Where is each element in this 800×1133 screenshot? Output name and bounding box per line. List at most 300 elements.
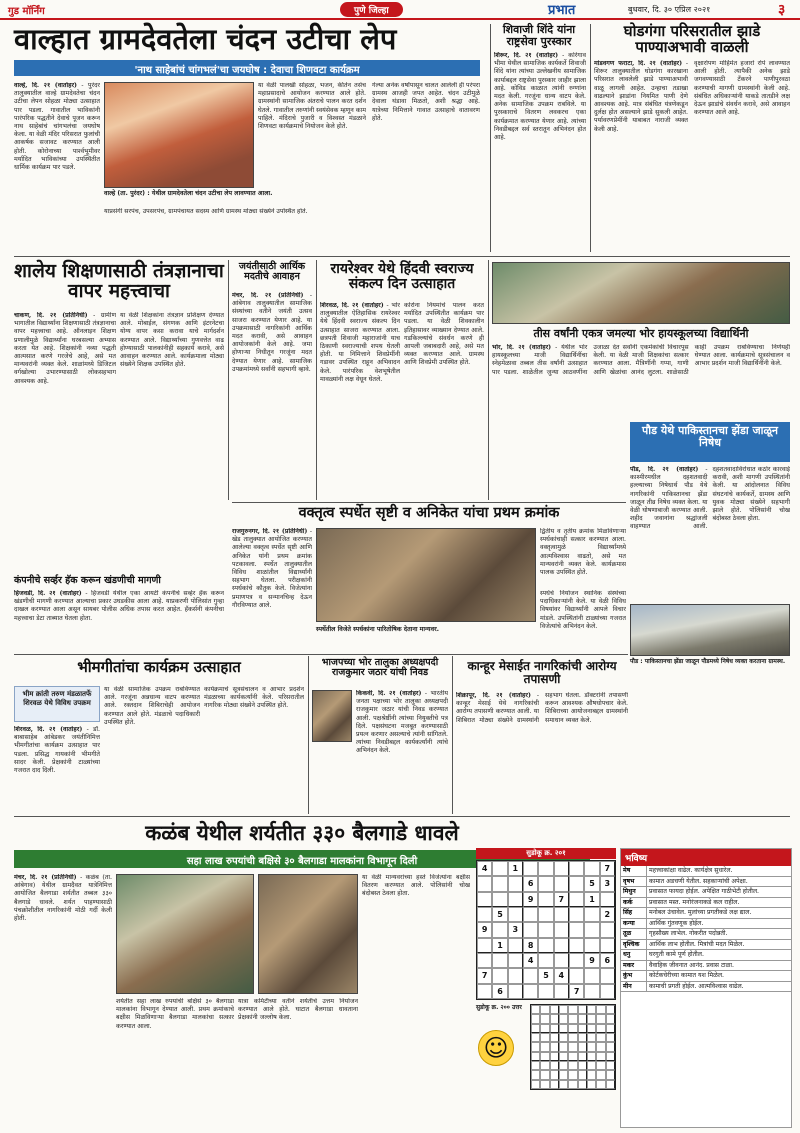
sudoku-cell: [477, 907, 492, 922]
art14-photo-1: [116, 874, 254, 994]
art13-headline: कान्हूर मेसाईत नागरिकांची आरोग्य तपासणी: [467, 659, 617, 686]
sudoku-cell: 4: [523, 953, 538, 968]
art12-photo: [312, 690, 352, 742]
art7-headline: तीस वर्षांनी एकत्र जमल्या भोर हायस्कूलच्या विद्यार्थिनी: [533, 327, 749, 340]
sudoku-cell: [587, 1061, 596, 1070]
sudoku-cell: [550, 1005, 559, 1014]
bhavishya-row: [621, 908, 791, 919]
sudoku-cell: [568, 1080, 577, 1089]
art9-dateline: राजगुरुनगर, दि. २१ (प्रतिनिधी): [232, 528, 308, 535]
bhavishya-sign: कर्क: [621, 898, 647, 908]
art9-photo-caption: स्पर्धेतील विजेते स्पर्धकांना पारितोषिक देताना मान्यवर.: [316, 626, 440, 633]
sudoku-cell: [606, 1005, 615, 1014]
sudoku-cell: [508, 953, 523, 968]
sudoku-cell: [531, 1070, 540, 1079]
masthead: [0, 0, 800, 20]
sudoku-cell: 5: [584, 876, 599, 891]
art10-body: [14, 590, 224, 650]
sudoku-cell: [492, 876, 507, 891]
bhavishya-text: कामाची प्रगती होईल. आत्मविश्वास वाढेल.: [649, 982, 744, 990]
sudoku-cell: [538, 907, 553, 922]
sudoku-cell: [569, 876, 584, 891]
sudoku-cell: 7: [569, 984, 584, 999]
art14-headline: कळंब येथील शर्यतीत ३३० बैलगाडे धावले: [145, 821, 459, 845]
sudoku-cell: [568, 1042, 577, 1051]
sudoku-cell: [550, 1061, 559, 1070]
divider: [14, 256, 790, 257]
art2-dateline: शिरूर, दि. २१ (वार्ताहर): [494, 52, 559, 59]
art6-col1: [320, 302, 400, 500]
art9-col1: [232, 528, 312, 648]
sudoku-cell: [508, 876, 523, 891]
bhavishya-row: [621, 919, 791, 930]
sudoku-cell: [554, 907, 569, 922]
sudoku-cell: [492, 922, 507, 937]
sudoku-cell: [559, 1042, 568, 1051]
sudoku-cell: [606, 1033, 615, 1042]
sudoku-cell: 7: [477, 968, 492, 983]
art6-col2: कोरोना नियमांचे पालन करत मर्यादित उपस्थितीत कार्यक्रम पार पडला. या वेळी शिवकालीन इतिहासावर व्याख्यान देण्यात आले. गडकिल्ल्यांचे संवर्धन करणे ही आपली जबाबदारी आहे, असे मत व्यक्त करण्यात आले. ग्रामस्थ आणि शिवप्रेमी उपस्थित होते.: [404, 302, 484, 367]
sudoku-cell: [538, 938, 553, 953]
art3-dateline: मांडवगण फराटा, दि. २१ (वार्ताहर): [594, 60, 683, 67]
sudoku-cell: [578, 1080, 587, 1089]
sudoku-cell: [569, 938, 584, 953]
bhavishya-box: [620, 848, 792, 1128]
sudoku-cell: [568, 1052, 577, 1061]
sudoku-cell: [568, 1070, 577, 1079]
sudoku-cell: [584, 861, 599, 876]
sudoku-cell: [568, 1033, 577, 1042]
art1-bottom: याप्रसंगी सरपंच, उपसरपंच, ग्रामपंचायत सदस्य आणि ग्रामस्थ मोठ्या संख्येने उपस्थित होते.: [104, 208, 308, 215]
bhavishya-sign: तूळ: [621, 929, 647, 939]
sudoku-cell: [568, 1061, 577, 1070]
sudoku-cell: [554, 938, 569, 953]
art1-dateline: वाल्हे, दि. २१ (वार्ताहर): [14, 82, 78, 89]
art5-headline: जयंतीसाठी आर्थिक मदतीचे आवाहन: [238, 261, 306, 282]
sudoku-cell: [477, 938, 492, 953]
sudoku-answer-label: सुडोकू क्र. २०० उत्तर: [476, 1004, 522, 1011]
divider: [452, 656, 453, 814]
sudoku-cell: 7: [554, 892, 569, 907]
bhavishya-row: [621, 898, 791, 909]
art7-text: - येथील भोर हायस्कूलच्या माजी विद्यार्थिनींचा स्नेहमेळावा तब्बल तीस वर्षांनी उत्साहात पार पडला. शाळेतील जुन्या आठवणींना उजाळा देत सर्वांनी एकमेकांची विचारपूस केली. या वेळी माजी शिक्षकांचा सत्कार करण्यात आला. मैत्रिणींनी गप्पा, गाणी आणि खेळांचा आनंद लुटला. शाळेसाठी काही उपक्रम राबविण्याचा निर्णयही घेण्यात आला. कार्यक्रमाचे सूत्रसंचालन व आभार प्रदर्शन माजी विद्यार्थिनींनी केले.: [492, 344, 790, 376]
sudoku-cell: [596, 1005, 605, 1014]
art14-col1-text: - कळंब (ता. आंबेगाव) येथील ग्रामदैवत यात्रेनिमित्त आयोजित बैलगाडा शर्यतीत तब्बल ३३० बैलगाडे धावले. शर्यत पाहण्यासाठी पंचक्रोशीतील नागरिकांनी मोठी गर्दी केली होती.: [14, 874, 112, 923]
sudoku-cell: [584, 907, 599, 922]
sudoku-cell: [587, 1033, 596, 1042]
sudoku-grid: [476, 860, 616, 1000]
art13-body: [456, 692, 628, 812]
sudoku-cell: [531, 1014, 540, 1023]
art14-col2: शर्यतीत सहा लाख रुपयांची बक्षिसे ३० बैलगाडा मालकांना विभागून देण्यात आली. प्रथम क्रमांकाचे बक्षीस मिळविणाऱ्या बैलगाडा मालकांचा सत्कार करण्यात आला.: [116, 998, 234, 1030]
art4-col1: [14, 312, 116, 570]
art13-dateline: शिक्रापूर, दि. २१ (वार्ताहर): [456, 692, 531, 699]
bhavishya-sign: कुंभ: [621, 971, 647, 981]
sudoku-cell: [531, 1061, 540, 1070]
sudoku-cell: [596, 1024, 605, 1033]
sudoku-cell: [523, 984, 538, 999]
sudoku-cell: [559, 1024, 568, 1033]
bhavishya-text: महत्त्वाकांक्षा वाढेल. कार्यक्षेत्र सुधारेल.: [649, 867, 733, 874]
sudoku-cell: [596, 1042, 605, 1051]
bhavishya-text: गृहसौख्य लाभेल. नोकरीत पदोन्नती.: [649, 930, 728, 937]
bhavishya-row: [621, 950, 791, 961]
sudoku-cell: [584, 938, 599, 953]
art11-dateline: शिरवळ, दि. २१ (वार्ताहर): [14, 726, 83, 733]
divider: [232, 502, 626, 503]
art1-subhead: 'नाथ साहेबांचं चांगभलं'चा जयघोष : देवाचा शिणवटा कार्यक्रम: [14, 60, 480, 76]
sudoku-cell: [569, 892, 584, 907]
bhavishya-title: भविष्य: [621, 849, 791, 866]
bhavishya-text: प्रवासात मस्त. मनोरंजनाकडे कल राहील.: [649, 898, 740, 906]
sudoku-cell: [550, 1042, 559, 1051]
sudoku-cell: 6: [492, 984, 507, 999]
bhavishya-text: घरगुती कामे पूर्ण होतील.: [649, 951, 704, 958]
sudoku-cell: [568, 1005, 577, 1014]
bhavishya-row: [621, 971, 791, 982]
sudoku-cell: 8: [523, 938, 538, 953]
sudoku-cell: [477, 953, 492, 968]
sudoku-cell: [538, 876, 553, 891]
sudoku-cell: [587, 1005, 596, 1014]
sudoku-cell: [540, 1014, 549, 1023]
sudoku-cell: 9: [523, 892, 538, 907]
sudoku-cell: [531, 1024, 540, 1033]
sudoku-cell: [559, 1080, 568, 1089]
sudoku-cell: 1: [492, 938, 507, 953]
art9-photo: [316, 528, 536, 622]
sudoku-cell: [600, 938, 615, 953]
sudoku-cell: 4: [477, 861, 492, 876]
art10-text: - हिंजवडी येथील एका आयटी कंपनीचे सर्व्हर हॅक करून खंडणीची मागणी करण्यात आल्याचा प्रकार उघडकीस आला आहे. याप्रकरणी पोलिसांत गुन्हा दाखल करण्यात आला असून सायबर पोलीस अधिक तपास करत आहेत. हॅकर्सनी कंपनीचा महत्त्वाचा डेटा ताब्यात घेतला होता.: [14, 590, 224, 622]
bhavishya-row: [621, 940, 791, 951]
sudoku-cell: [578, 1014, 587, 1023]
sudoku-cell: [606, 1014, 615, 1023]
bhavishya-text: आर्थिक गुंतवणूक होईल.: [649, 919, 704, 927]
sudoku-cell: [596, 1061, 605, 1070]
bhavishya-row: [621, 929, 791, 940]
sudoku-cell: [559, 1005, 568, 1014]
bhavishya-sign: सिंह: [621, 908, 647, 918]
sudoku-cell: [606, 1042, 615, 1051]
divider: [490, 24, 491, 252]
sudoku-cell: [587, 1080, 596, 1089]
sudoku-cell: [587, 1024, 596, 1033]
sudoku-cell: [569, 953, 584, 968]
divider: [14, 816, 790, 817]
bhavishya-list: [621, 866, 791, 992]
sudoku-cell: [578, 1005, 587, 1014]
masthead-left-label: गुड मॉर्निंग: [8, 6, 45, 17]
sudoku-cell: [606, 1070, 615, 1079]
sudoku-cell: 4: [554, 968, 569, 983]
sudoku-cell: [550, 1080, 559, 1089]
art6-col1-text: - भोर तालुक्यातील ऐतिहासिक रायरेश्वर येथे हिंदवी स्वराज्य संकल्प दिन उत्साहात साजरा करण्यात आला. छत्रपती शिवाजी महाराजांनी याच ठिकाणी स्वराज्याची शपथ घेतली होती. या निमित्ताने शिवप्रेमींनी गडावर उपस्थित राहून अभिवादन केले. पारंपरिक वेशभूषेतील मावळ्यांनी लक्ष वेधून घेतले.: [320, 302, 400, 383]
bhavishya-row: [621, 961, 791, 972]
art4-dateline: चाकण, दि. २१ (प्रतिनिधी): [14, 312, 88, 319]
art5-text: - आंबेगाव तालुक्यातील सामाजिक संस्थांच्या वतीने जयंती उत्सव साजरा करण्यात येणार आहे. या उपक्रमासाठी नागरिकांनी आर्थिक मदत करावी, असे आवाहन आयोजकांनी केले आहे. जमा होणाऱ्या निधीतून गरजूंना मदत देण्यात येणार आहे. सामाजिक उपक्रमांमध्ये सर्वांनी सहभागी व्हावे.: [232, 292, 312, 373]
sudoku-cell: [606, 1024, 615, 1033]
art2-body: [494, 52, 586, 252]
sudoku-cell: 6: [523, 876, 538, 891]
sudoku-cell: [596, 1080, 605, 1089]
sudoku-cell: [600, 984, 615, 999]
art4-col1-text: - ग्रामीण भागातील विद्यार्थ्यांना शिक्षणासाठी तंत्रज्ञानाचा वापर महत्त्वाचा आहे. ऑनलाइन शिक्षण प्रणालीमुळे विद्यार्थ्यांना घरबसल्या अभ्यास करता येत आहे. शिक्षकांनी नव्या पद्धती आत्मसात करणे गरजेचे आहे, असे मत मान्यवरांनी व्यक्त केले. शाळांमध्ये डिजिटल वर्गखोल्या उभारण्यासाठी लोकसहभाग आवश्यक आहे.: [14, 312, 116, 385]
sudoku-cell: 1: [508, 861, 523, 876]
art4-col2: या वेळी शिक्षकांना तंत्रज्ञान प्रशिक्षण देण्यात आले. मोबाईल, संगणक आणि इंटरनेटचा योग्य वापर कसा करावा याचे मार्गदर्शन करण्यात आले. विद्यार्थ्यांच्या गुणवत्तेत वाढ होण्यासाठी पालकांनीही सहकार्य करावे, असे आवाहन करण्यात आले. कार्यक्रमाला मोठ्या संख्येने शिक्षक उपस्थित होते.: [120, 312, 224, 369]
sudoku-cell: [606, 1080, 615, 1089]
bhavishya-text: प्रवासात फायदा होईल. अपेक्षित गाठीभेटी होतील.: [649, 888, 759, 895]
art1-col2: या वेळी पालखी सोहळा, भजन, कीर्तन तसेच महाप्रसादाचे आयोजन करण्यात आले होते. ग्रामस्थांनी सामाजिक अंतराचे पालन करत दर्शन घेतले. गावातील तरुणांनी स्वयंसेवक म्हणून काम पाहिले. मंदिराचे पुजारी व विश्वस्त मंडळाने शिणवटा कार्यक्रमाचे नियोजन केले होते.: [258, 82, 366, 131]
art10-dateline: हिंजवडी, दि. २१ (वार्ताहर): [14, 590, 82, 597]
sudoku-cell: [531, 1005, 540, 1014]
art12-dateline: किकवी, दि. २१ (वार्ताहर): [356, 690, 422, 697]
art11-col1-text: - डॉ. बाबासाहेब आंबेडकर जयंतीनिमित्त भीमगीतांचा कार्यक्रम उत्साहात पार पडला. प्रसिद्ध गायकांनी भीमगीते सादर केली. प्रेक्षकांनी टाळ्यांच्या गजरात दाद दिली.: [14, 726, 100, 775]
art3-col1: [594, 60, 688, 252]
sudoku-cell: [578, 1070, 587, 1079]
sudoku-cell: [587, 1070, 596, 1079]
page-number: ३: [778, 2, 786, 18]
bhavishya-text: वैवाहिक जीवनात आनंद. प्रवास टाळा.: [649, 961, 734, 969]
sudoku-cell: [554, 876, 569, 891]
sudoku-cell: [550, 1052, 559, 1061]
sudoku-cell: [568, 1024, 577, 1033]
sudoku-cell: [578, 1024, 587, 1033]
sudoku-title: सुडोकू क्र. २०१: [476, 848, 616, 859]
sudoku-cell: [554, 953, 569, 968]
bhavishya-sign: धनु: [621, 950, 647, 960]
sudoku-cell: [554, 861, 569, 876]
sudoku-cell: 2: [600, 907, 615, 922]
sudoku-cell: [569, 922, 584, 937]
art11-col3: कार्यक्रमाचे सूत्रसंचालन व आभार प्रदर्शन मंडळाच्या कार्यकर्त्यांनी केले. परिसरातील नागरिक मोठ्या संख्येने उपस्थित होते.: [204, 686, 304, 710]
sudoku-cell: [568, 1014, 577, 1023]
art11-col2: या वेळी सामाजिक उपक्रम राबविण्यात आले. गरजूंना अन्नधान्य वाटप करण्यात आले. रक्तदान शिबिराचेही आयोजन करण्यात आले होते. मंडळाचे पदाधिकारी उपस्थित होते.: [104, 686, 200, 726]
sudoku-cell: [492, 953, 507, 968]
bhavishya-sign: मिथुन: [621, 887, 647, 897]
bhavishya-text: कामात अडचणी येतील. सहकाऱ्यांची अपेक्षा.: [649, 877, 748, 885]
art11-col1: [14, 726, 100, 812]
sudoku-cell: [578, 1052, 587, 1061]
sudoku-cell: 7: [600, 861, 615, 876]
sudoku-cell: [550, 1024, 559, 1033]
art7-photo: [492, 262, 790, 324]
sudoku-cell: [540, 1005, 549, 1014]
art1-photo: [104, 82, 254, 188]
sudoku-cell: 6: [600, 953, 615, 968]
art8-photo-caption: पौड : पाकिस्तानचा झेंडा जाळून पौडमध्ये निषेध व्यक्त करताना ग्रामस्थ.: [630, 658, 786, 665]
sudoku-cell: [531, 1080, 540, 1089]
sudoku-cell: [559, 1061, 568, 1070]
sudoku-cell: 5: [492, 907, 507, 922]
art5-dateline: मंचर, दि. २१ (प्रतिनिधी): [232, 292, 304, 299]
sudoku-cell: [523, 968, 538, 983]
art12-body: [356, 690, 448, 814]
sudoku-cell: [578, 1033, 587, 1042]
sudoku-cell: [559, 1052, 568, 1061]
sudoku-cell: 1: [584, 892, 599, 907]
sudoku-cell: [508, 984, 523, 999]
sudoku-cell: [600, 922, 615, 937]
art2-headline: शिवाजी शिंदे यांना राष्ट्रसेवा पुरस्कार: [502, 23, 576, 48]
art14-subhead: सहा लाख रुपयांची बक्षिसे ३० बैलगाडा मालकांना विभागून दिली: [14, 850, 590, 868]
divider: [590, 24, 591, 252]
sudoku-cell: [492, 861, 507, 876]
art7-dateline: भोर, दि. २१ (वार्ताहर): [492, 344, 552, 351]
sudoku-answer-grid: [530, 1004, 616, 1090]
sudoku-cell: [538, 861, 553, 876]
sudoku-cell: [531, 1033, 540, 1042]
bhavishya-text: आर्थिक लाभ होतील. मित्रांची मदत मिळेल.: [649, 940, 745, 948]
sudoku-cell: [606, 1052, 615, 1061]
bhavishya-sign: मकर: [621, 961, 647, 971]
sudoku-cell: [569, 861, 584, 876]
sudoku-cell: [584, 922, 599, 937]
art2-text: - कोरेगाव भीमा येथील सामाजिक कार्यकर्ते शिवाजी शिंदे यांना त्यांच्या उल्लेखनीय सामाजिक कार्याबद्दल राष्ट्रसेवा पुरस्कार जाहीर झाला आहे. कोविड काळात त्यांनी रुग्णांना मदत केली. गरजूंना धान्य वाटप केले. अनेक सामाजिक उपक्रम राबविले. या पुरस्काराचे वितरण लवकरच एका कार्यक्रमात करण्यात येणार आहे. त्यांच्या निवडीबद्दल सर्व स्तरातून अभिनंदन होत आहे.: [494, 52, 586, 142]
sudoku-cell: [538, 984, 553, 999]
sudoku-cell: [550, 1033, 559, 1042]
bhavishya-text: कोर्टकचेरीच्या कामात यश मिळेल.: [649, 972, 724, 979]
divider: [308, 656, 309, 814]
sudoku-cell: [584, 984, 599, 999]
sudoku-cell: [606, 1061, 615, 1070]
art1-photo-caption: वाल्हे (ता. पुरंदर) : येथील ग्रामदेवतेला चंदन उटीचा लेप लावण्यात आला.: [104, 190, 273, 197]
sudoku-cell: [508, 938, 523, 953]
sudoku-cell: [584, 968, 599, 983]
art10-headline: कंपनीचे सर्व्हर हॅक करून खंडणीची मागणी: [14, 575, 161, 586]
sudoku-cell: [600, 968, 615, 983]
art8-body: [630, 466, 790, 600]
art7-body: [492, 344, 790, 418]
sudoku-cell: [508, 892, 523, 907]
sudoku-cell: [492, 892, 507, 907]
sudoku-cell: [596, 1033, 605, 1042]
divider: [488, 260, 489, 500]
masthead-date: बुधवार, दि. ३० एप्रिल २०२१: [628, 5, 711, 14]
art12-headline: भाजपच्या भोर तालुका अध्यक्षपदी राजकुमार जठार यांची निवड: [321, 657, 439, 678]
art6-dateline: शिरवळ, दि. २१ (वार्ताहर): [320, 302, 384, 309]
sudoku-cell: [587, 1014, 596, 1023]
sudoku-cell: [477, 892, 492, 907]
sudoku-cell: [554, 922, 569, 937]
sudoku-cell: [531, 1052, 540, 1061]
art3-col1-text: - शिरूर तालुक्यातील घोडगंगा कारखाना परिसरात लावलेली झाडे पाण्याअभावी वाळू लागली आहेत. उन्हाचा तडाखा वाढल्याने झाडांना नियमित पाणी देणे आवश्यक आहे. मात्र संबंधित यंत्रणेकडून दुर्लक्ष होत असल्याने झाडे सुकली आहेत. पर्यावरणप्रेमींनी याबाबत नाराजी व्यक्त केली आहे.: [594, 60, 688, 133]
bhavishya-row: [621, 866, 791, 877]
bhavishya-sign: मीन: [621, 982, 647, 992]
art12-text: - भारतीय जनता पक्षाच्या भोर तालुका अध्यक्षपदी राजकुमार जठार यांची निवड करण्यात आली. पक्षश्रेष्ठींनी त्यांच्या नियुक्तीचे पत्र दिले. पक्षसंघटना मजबूत करण्यासाठी प्रयत्न करणार असल्याचे त्यांनी सांगितले. त्यांच्या निवडीबद्दल कार्यकर्त्यांनी त्यांचे अभिनंदन केले.: [356, 690, 448, 755]
sudoku-cell: [523, 861, 538, 876]
art9-col2: द्वितीय व तृतीय क्रमांक मिळविणाऱ्या स्पर्धकांचाही सत्कार करण्यात आला. वक्तृत्वामुळे विद्यार्थ्यांमध्ये आत्मविश्वास वाढतो, असे मत मान्यवरांनी व्यक्त केले. कार्यक्रमास पालक उपस्थित होते.: [540, 528, 626, 577]
bhavishya-row: [621, 877, 791, 888]
sudoku-cell: [540, 1024, 549, 1033]
art3-col2: वृक्षारोपण मोहिमेत हजारो रोपे लावण्यात आली होती. त्यापैकी अनेक झाडे जगवण्यासाठी टँकरने पाणीपुरवठा करण्याची मागणी ग्रामस्थांनी केली आहे. संबंधित अधिकाऱ्यांनी याकडे तातडीने लक्ष देऊन झाडांचे संवर्धन करावे, असे आवाहन करण्यात आले आहे.: [694, 60, 790, 117]
sudoku-cell: [578, 1061, 587, 1070]
art6-headline: रायरेश्वर येथे हिंदवी स्वराज्य संकल्प दिन उत्साहात: [330, 261, 474, 292]
sudoku-cell: [508, 907, 523, 922]
art11-sidebox: भीम क्रांती तरुण मंडळातर्फे शिरवळ येथे विविध उपक्रम: [14, 686, 100, 722]
bhavishya-text: मनोबल उंचावेल. मुलांच्या प्रगतीकडे लक्ष द्याल.: [649, 909, 752, 916]
sudoku-cell: [559, 1033, 568, 1042]
art14-col4: या वेळी मान्यवरांच्या हस्ते विजेत्यांना बक्षीस वितरण करण्यात आले. पोलिसांनी चोख बंदोबस्त ठेवला होता.: [362, 874, 470, 898]
art5-body: [232, 292, 312, 500]
art1-col1: [14, 82, 100, 252]
art14-photo-2: [258, 874, 358, 994]
sudoku-cell: [538, 922, 553, 937]
bhavishya-sign: वृश्चिक: [621, 940, 647, 950]
art11-headline: भीमगीतांचा कार्यक्रम उत्साहात: [77, 658, 241, 676]
bhavishya-sign: कन्या: [621, 919, 647, 929]
sudoku-cell: [523, 922, 538, 937]
sudoku-cell: [554, 984, 569, 999]
art14-col1: [14, 874, 112, 1128]
art8-box: [630, 422, 790, 600]
sudoku-cell: [569, 968, 584, 983]
sudoku-cell: [538, 953, 553, 968]
art14-col3: यात्रा कमिटीच्या वतीने शर्यतीचे उत्तम नियोजन करण्यात आले होते. घाटात बैलगाडा धावताना प्रेक्षकांनी जल्लोष केला.: [238, 998, 358, 1022]
sudoku-cell: [540, 1052, 549, 1061]
art8-dateline: पौड, दि. २१ (वार्ताहर): [630, 466, 699, 473]
masthead-section: पुणे जिल्हा: [340, 2, 403, 17]
bhavishya-sign: मेष: [621, 866, 647, 876]
sudoku-cell: [587, 1042, 596, 1051]
bhavishya-row: [621, 887, 791, 898]
sudoku-cell: 3: [508, 922, 523, 937]
sudoku-cell: [540, 1042, 549, 1051]
divider: [228, 260, 229, 500]
divider: [316, 260, 317, 500]
art9-col1-text: - खेड तालुक्यात आयोजित करण्यात आलेल्या वक्तृत्व स्पर्धेत सृष्टी आणि अनिकेत यांनी प्रथम क्रमांक पटकावला. स्पर्धेत तालुक्यातील विविध शाळांतील विद्यार्थ्यांनी सहभाग घेतला. परीक्षकांनी स्पर्धकांचे कौतुक केले. विजेत्यांना प्रमाणपत्र व सन्मानचिन्ह देऊन गौरविण्यात आले.: [232, 528, 312, 609]
sudoku-cell: [596, 1014, 605, 1023]
sudoku-cell: [559, 1070, 568, 1079]
sudoku-cell: 9: [584, 953, 599, 968]
sudoku-cell: 5: [538, 968, 553, 983]
sudoku-cell: [477, 876, 492, 891]
art1-col3: गेल्या अनेक वर्षांपासून चालत आलेली ही परंपरा ग्रामस्थ आजही जपत आहेत. चंदन उटीमुळे देवाला थंडावा मिळतो, अशी श्रद्धा आहे. यात्रेच्या निमित्ताने गावात उत्साहाचे वातावरण होते.: [372, 82, 480, 122]
sudoku-cell: [523, 907, 538, 922]
divider: [14, 654, 628, 655]
sudoku-cell: [531, 1042, 540, 1051]
brand-logo: प्रभात: [548, 3, 576, 18]
sudoku-cell: [596, 1052, 605, 1061]
sudoku-cell: [540, 1033, 549, 1042]
sudoku-cell: [540, 1070, 549, 1079]
sudoku-cell: [600, 892, 615, 907]
sudoku-cell: [569, 907, 584, 922]
sudoku-cell: [492, 968, 507, 983]
sudoku-cell: [550, 1070, 559, 1079]
sudoku-cell: [559, 1014, 568, 1023]
sudoku-cell: [550, 1014, 559, 1023]
art3-headline: घोडगंगा परिसरातील झाडे पाण्याअभावी वाळली: [623, 22, 761, 56]
smile-emoji-icon: ☺: [478, 1030, 514, 1066]
sudoku-cell: [596, 1070, 605, 1079]
art14-dateline: मंचर, दि. २१ (प्रतिनिधी): [14, 874, 77, 881]
art4-headline: शालेय शिक्षणासाठी तंत्रज्ञानाचा वापर महत्त्वाचा: [14, 260, 224, 302]
art8-text: - काश्मीरमधील दहशतवादी हल्ल्याच्या निषेधार्थ पौड येथे नागरिकांनी पाकिस्तानचा झेंडा जाळून तीव्र निषेध व्यक्त केला. या वेळी घोषणाबाजी करण्यात आली. शहीद जवानांना श्रद्धांजली वाहण्यात आली. दहशतवादाविरोधात कठोर कारवाई करावी, अशी मागणी उपस्थितांनी केली. या आंदोलनात विविध संघटनांचे कार्यकर्ते, ग्रामस्थ आणि युवक मोठ्या संख्येने सहभागी झाले होते. पोलिसांनी चोख बंदोबस्त ठेवला होता.: [630, 466, 790, 531]
sudoku-cell: [587, 1052, 596, 1061]
art9-headline: वक्तृत्व स्पर्धेत सृष्टी व अनिकेत यांचा प्रथम क्रमांक: [298, 505, 560, 521]
sudoku-cell: [578, 1042, 587, 1051]
sudoku-cell: [477, 984, 492, 999]
sudoku-cell: 3: [600, 876, 615, 891]
art8-photo: [630, 604, 790, 656]
sudoku-cell: [538, 892, 553, 907]
bhavishya-row: [621, 982, 791, 993]
art9-col3: स्पर्धेचे नियोजन स्थानिक संस्थेच्या पदाधिकाऱ्यांनी केले. या वेळी विविध विषयांवर विद्यार्थ्यांनी आपले विचार मांडले. उपस्थितांनी टाळ्यांच्या गजरात विजेत्यांचे अभिनंदन केले.: [540, 590, 626, 630]
art1-col1-text: - पुरंदर तालुक्यातील वाल्हे ग्रामदेवतेचा चंदन उटीचा लेपन सोहळा मोठ्या उत्साहात पार पडला. गावातील भाविकांनी पारंपरिक पद्धतीने देवाचे पूजन करून नाथ साहेबांचं चांगभलंचा जयघोष केला. या वेळी मंदिर परिसरात फुलांची आकर्षक सजावट करण्यात आली होती. कोरोनाच्या पार्श्वभूमीवर मर्यादित भाविकांच्या उपस्थितीत धार्मिक कार्यक्रम पार पडले.: [14, 82, 100, 172]
art1-headline: वाल्हात ग्रामदेवतेला चंदन उटीचा लेप: [14, 22, 397, 56]
sudoku-cell: [540, 1080, 549, 1089]
